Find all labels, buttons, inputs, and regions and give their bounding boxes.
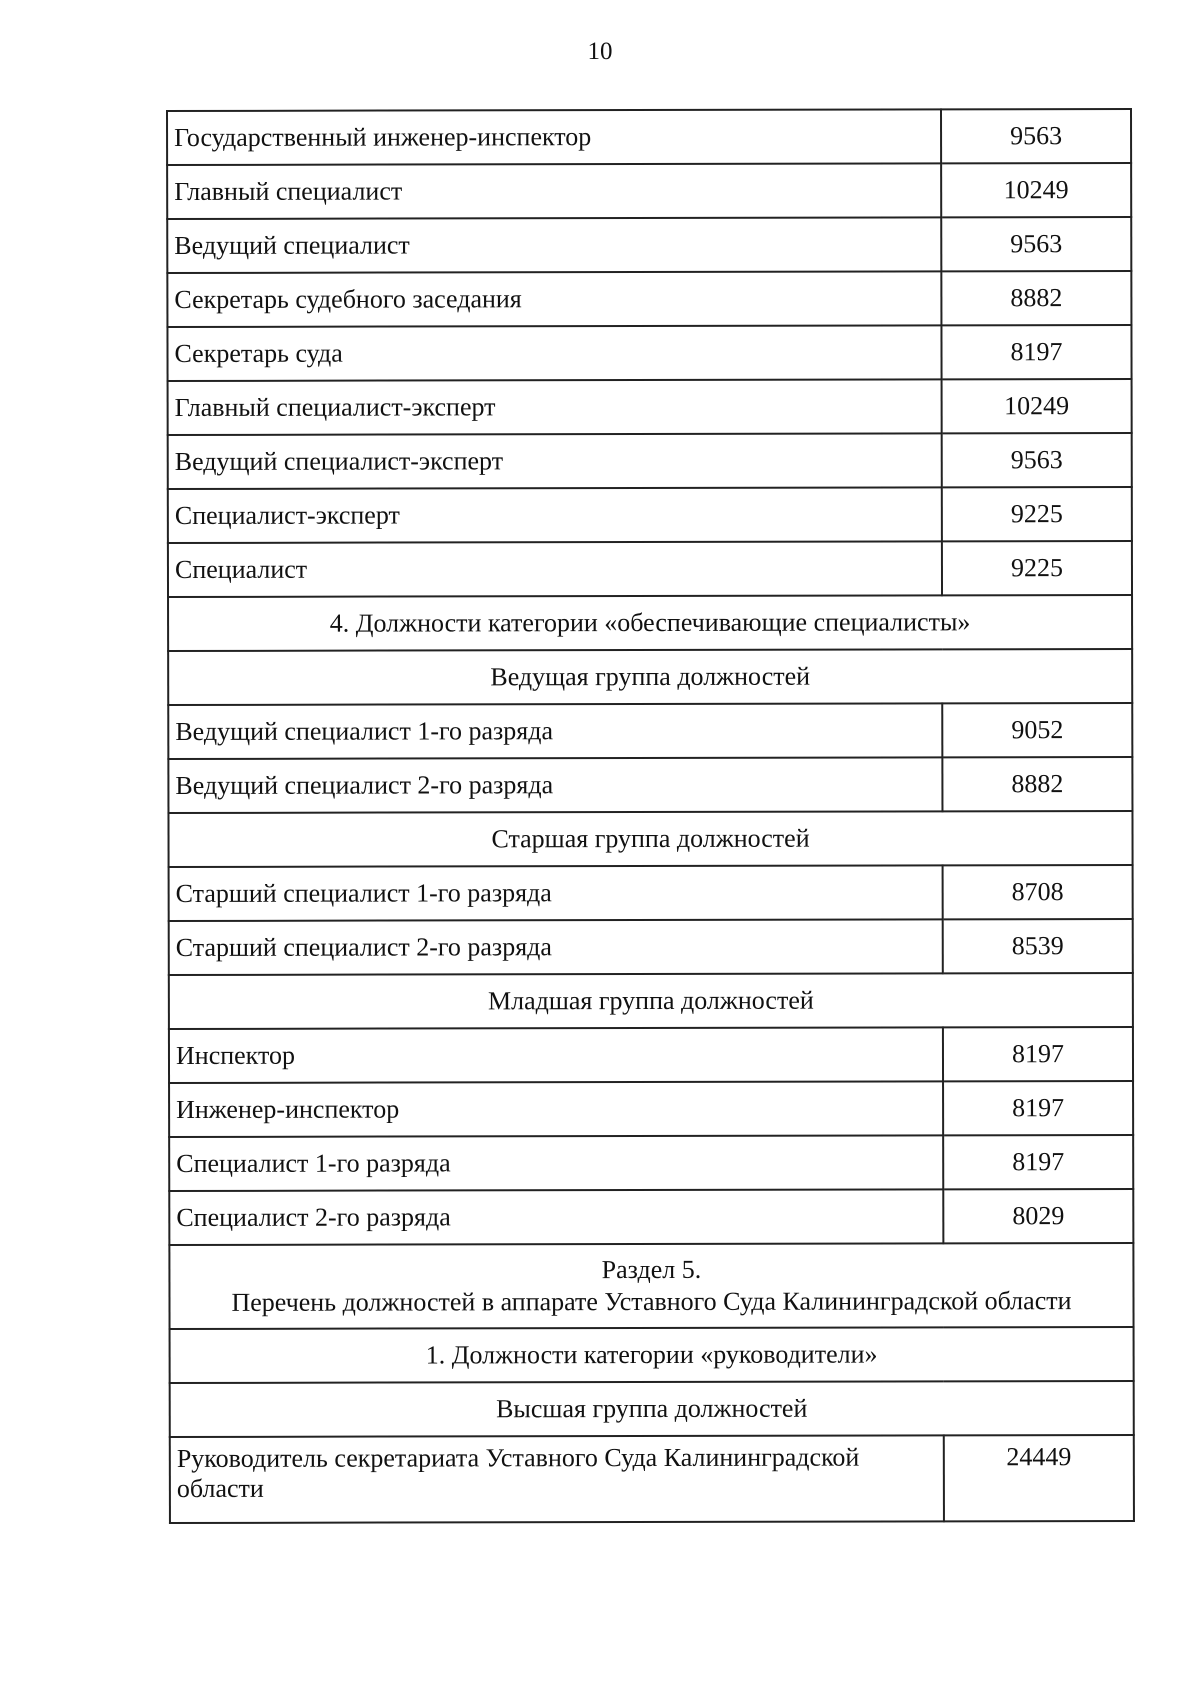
group-heading-row (168, 649, 1132, 705)
group-heading-cell: Старшая группа должностей (168, 811, 1132, 867)
group-heading-row (168, 811, 1132, 867)
table-row (167, 109, 1131, 165)
group-heading-cell: Высшая группа должностей (170, 1381, 1134, 1437)
position-name-cell (170, 1435, 944, 1523)
salary-value-cell: 9225 (942, 487, 1132, 541)
position-name-cell: Инженер-инспектор (169, 1081, 943, 1137)
salary-value-cell: 8029 (943, 1189, 1133, 1243)
position-name-cell: Ведущий специалист 1-го разряда (168, 703, 942, 759)
group-heading-row (170, 1381, 1134, 1437)
table-row (167, 271, 1131, 327)
salary-value-cell: 10249 (941, 163, 1131, 217)
salary-value-cell: 8197 (943, 1081, 1133, 1135)
table-row-final (170, 1435, 1134, 1523)
salary-value-cell: 8882 (941, 271, 1131, 325)
position-name-cell: Секретарь суда (167, 325, 941, 381)
salary-value-cell: 8882 (942, 757, 1132, 811)
table-row (168, 703, 1132, 759)
position-name-cell: Главный специалист (167, 163, 941, 219)
position-name-cell: Специалист 1-го разряда (169, 1135, 943, 1191)
table-row (169, 1135, 1133, 1191)
position-name-cell: Главный специалист-эксперт (168, 379, 942, 435)
group-heading-row (169, 973, 1133, 1029)
salary-value-cell: 8539 (943, 919, 1133, 973)
section-5-title: Раздел 5. (601, 1254, 702, 1285)
table-row (168, 379, 1132, 435)
group-heading-row (170, 1327, 1134, 1383)
salary-value-cell: 9563 (941, 217, 1131, 271)
position-name-cell: Государственный инженер-инспектор (167, 109, 941, 165)
salary-value-cell: 24449 (944, 1435, 1134, 1521)
salary-value-cell: 10249 (942, 379, 1132, 433)
position-name-line-1: Руководитель секретариата Уставного Суда Калининградской (176, 1442, 860, 1473)
table-row (169, 1027, 1133, 1083)
salary-value-cell: 9225 (942, 541, 1132, 595)
table-row (169, 1081, 1133, 1137)
table-row (168, 541, 1132, 597)
table-row (167, 163, 1131, 219)
position-name-cell: Инспектор (169, 1027, 943, 1083)
section-5-heading-cell (169, 1243, 1133, 1329)
table-row (168, 757, 1132, 813)
salary-value-cell: 9563 (942, 433, 1132, 487)
section-5-heading-row (169, 1243, 1133, 1329)
position-name-cell: Секретарь судебного заседания (167, 271, 941, 327)
group-heading-row (168, 595, 1132, 651)
position-name-line-2: области (176, 1473, 264, 1503)
salary-value-cell: 9563 (941, 109, 1131, 163)
table-row (167, 217, 1131, 273)
salary-value-cell: 9052 (942, 703, 1132, 757)
salary-value-cell: 8197 (943, 1027, 1133, 1081)
table-row (168, 487, 1132, 543)
group-heading-cell: Младшая группа должностей (169, 973, 1133, 1029)
position-name-cell: Старший специалист 1-го разряда (169, 865, 943, 921)
position-name-cell: Специалист-эксперт (168, 487, 942, 543)
position-name-cell: Ведущий специалист 2-го разряда (168, 757, 942, 813)
position-name-cell: Ведущий специалист-эксперт (168, 433, 942, 489)
group-heading-cell: Ведущая группа должностей (168, 649, 1132, 705)
salary-value-cell: 8708 (943, 865, 1133, 919)
table-row (169, 919, 1133, 975)
table-row (168, 433, 1132, 489)
positions-table-container (166, 108, 1133, 1524)
group-heading-cell: 1. Должности категории «руководители» (170, 1327, 1134, 1383)
group-heading-cell: 4. Должности категории «обеспечивающие специалисты» (168, 595, 1132, 651)
position-name-cell: Специалист (168, 541, 942, 597)
section-5-subtitle: Перечень должностей в аппарате Уставного Суда Калининградской области (231, 1286, 1072, 1317)
table-row (167, 325, 1131, 381)
table-row (169, 865, 1133, 921)
salary-value-cell: 8197 (943, 1135, 1133, 1189)
position-name-cell: Старший специалист 2-го разряда (169, 919, 943, 975)
table-row (169, 1189, 1133, 1245)
position-name-cell: Специалист 2-го разряда (169, 1189, 943, 1245)
positions-table (166, 108, 1135, 1524)
salary-value-cell: 8197 (941, 325, 1131, 379)
positions-table-body (167, 109, 1134, 1523)
position-name-cell: Ведущий специалист (167, 217, 941, 273)
page-number: 10 (587, 38, 613, 65)
